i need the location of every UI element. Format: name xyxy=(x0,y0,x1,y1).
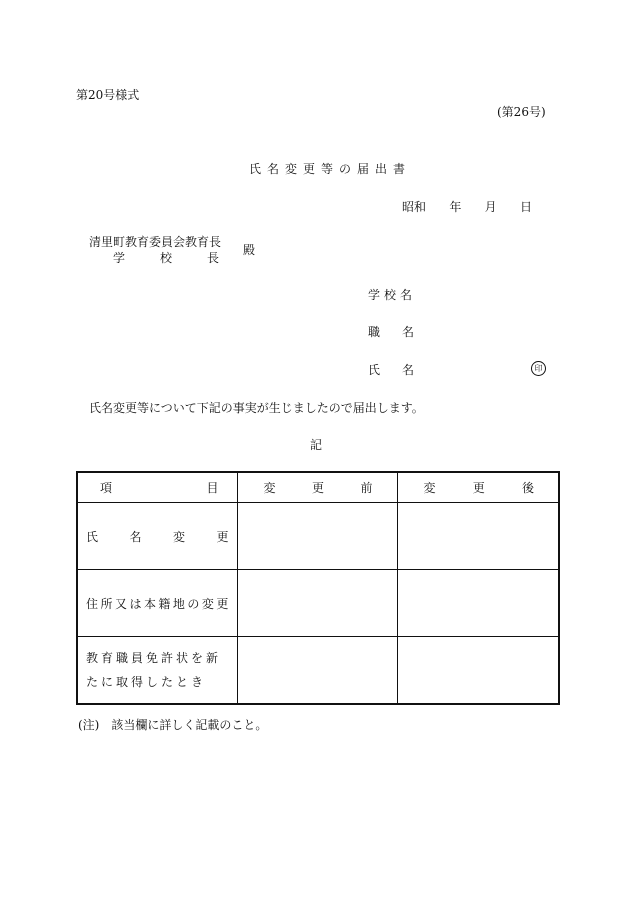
header-after xyxy=(397,472,559,503)
table-header-row xyxy=(77,472,559,503)
label-char: 変 xyxy=(172,529,185,544)
date-month: 月 xyxy=(484,200,497,214)
footnote: (注) 該当欄に詳しく記載のこと。 xyxy=(78,718,268,732)
table-row xyxy=(77,637,559,705)
label-char: の xyxy=(187,596,200,611)
position-label xyxy=(368,323,414,340)
cell-after[interactable] xyxy=(397,637,559,705)
addressee-char: 校 xyxy=(159,251,172,265)
addressee-line2 xyxy=(113,249,219,266)
cell-after[interactable] xyxy=(397,570,559,637)
header-before xyxy=(237,472,397,503)
name-char: 氏 xyxy=(368,363,381,377)
cell-before[interactable] xyxy=(237,503,397,570)
document-title: 氏名変更等の届出書 xyxy=(249,162,412,176)
addressee-line1: 清里町教育委員会教育長 xyxy=(89,235,222,249)
header-char: 前 xyxy=(360,481,373,495)
seal-mark xyxy=(531,360,546,376)
label-char: は xyxy=(129,596,142,611)
label-char: 更 xyxy=(216,596,229,611)
school-name-label: 学校名 xyxy=(368,288,417,302)
label-char: 住 xyxy=(86,596,99,611)
header-char: 更 xyxy=(311,481,324,495)
table-row xyxy=(77,503,559,570)
label-char: 籍 xyxy=(158,596,171,611)
position-char: 名 xyxy=(401,325,414,339)
cell-after[interactable] xyxy=(397,503,559,570)
date-era: 昭和 xyxy=(402,200,427,214)
addressee-char: 学 xyxy=(113,251,126,265)
date-day: 日 xyxy=(519,200,532,214)
label-char: 更 xyxy=(216,529,229,544)
label-char: 名 xyxy=(129,529,142,544)
form-number-alt: (第26号) xyxy=(497,105,546,119)
label-char: 変 xyxy=(201,596,214,611)
label-char: 本 xyxy=(143,596,156,611)
label-char: 又 xyxy=(114,596,127,611)
cell-before[interactable] xyxy=(237,637,397,705)
addressee-char: 長 xyxy=(206,251,219,265)
name-label xyxy=(368,361,414,378)
header-char: 更 xyxy=(472,481,485,495)
header-char: 項 xyxy=(100,481,113,495)
label-char: 地 xyxy=(172,596,185,611)
header-char: 目 xyxy=(206,481,219,495)
row-label-name-change xyxy=(77,503,237,570)
ki-heading: 記 xyxy=(310,438,323,452)
name-char: 名 xyxy=(401,363,414,377)
header-char: 変 xyxy=(263,481,276,495)
date-year: 年 xyxy=(449,200,462,214)
row-label-address-change xyxy=(77,570,237,637)
header-item xyxy=(77,472,237,503)
header-char: 後 xyxy=(521,481,534,495)
table-row xyxy=(77,570,559,637)
record-table xyxy=(76,471,560,705)
body-text: 氏名変更等について下記の事実が生じましたので届出します。 xyxy=(89,401,424,415)
form-number: 第20号様式 xyxy=(76,88,140,102)
header-char: 変 xyxy=(423,481,436,495)
honorific: 殿 xyxy=(243,243,256,257)
row-label-license: 教育職員免許状を新たに取得したとき xyxy=(77,637,237,705)
cell-before[interactable] xyxy=(237,570,397,637)
date-line xyxy=(402,198,532,215)
label-char: 所 xyxy=(100,596,113,611)
position-char: 職 xyxy=(368,325,381,339)
label-char: 氏 xyxy=(86,529,99,544)
seal-icon: 印 xyxy=(531,361,546,376)
